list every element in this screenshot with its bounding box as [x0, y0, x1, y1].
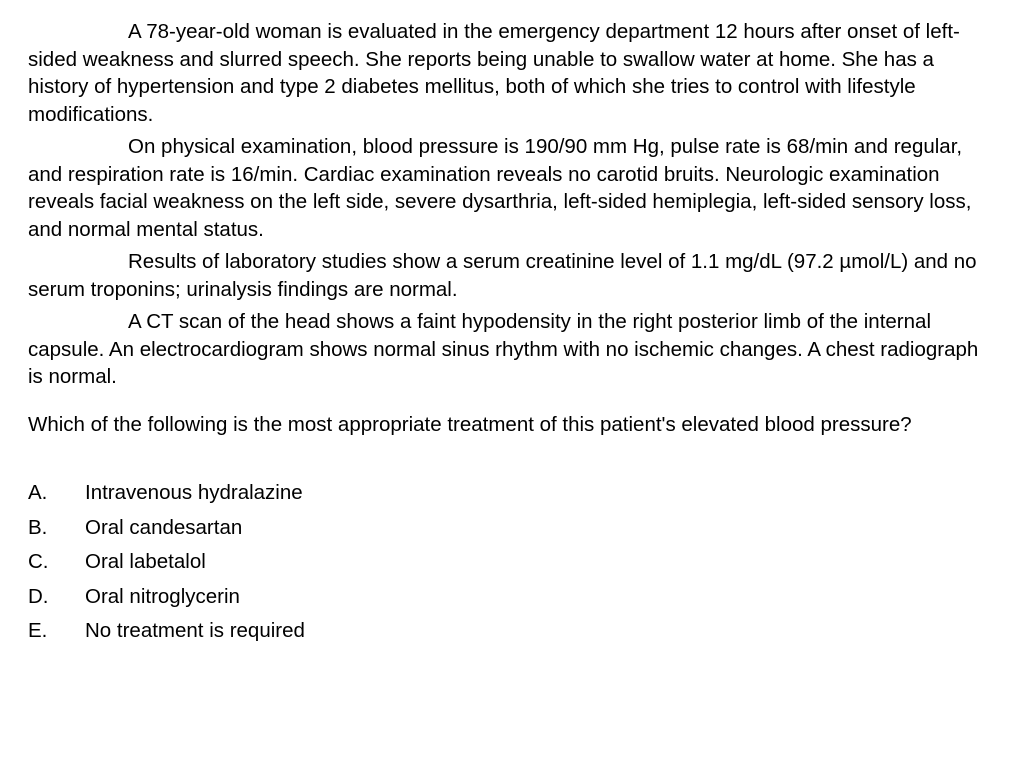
- question-stem: Which of the following is the most appropriate treatment of this patient's elevated blood pressure?: [28, 412, 912, 436]
- option-letter: A.: [28, 481, 48, 504]
- answer-option-d[interactable]: [28, 580, 996, 615]
- option-text: No treatment is required: [85, 619, 305, 642]
- answer-option-a[interactable]: [28, 476, 996, 511]
- option-letter: E.: [28, 619, 48, 642]
- answer-option-c[interactable]: [28, 545, 996, 580]
- option-letter: D.: [28, 584, 49, 608]
- option-letter: B.: [28, 515, 48, 539]
- option-text: Oral candesartan: [85, 515, 243, 539]
- option-text: Oral labetalol: [85, 550, 206, 573]
- lab-results-paragraph: Results of laboratory studies show a serum creatinine level of 1.1 mg/dL (97.2 µmol/L) and no serum troponins; urinalysis findings are normal.: [28, 250, 977, 301]
- answer-option-b[interactable]: [28, 511, 996, 546]
- answer-option-e[interactable]: [28, 614, 996, 649]
- answer-options: [28, 476, 996, 649]
- physical-exam-paragraph: On physical examination, blood pressure is 190/90 mm Hg, pulse rate is 68/min and regular, and respiration rate is 16/min. Cardiac examination reveals no carotid bruits. Neurologic examination reveals facial weakness on the left side, severe dysarthria, left-sided hemiplegia, left-sided sensory loss, and normal mental status.: [28, 135, 972, 241]
- case-description: [28, 18, 996, 391]
- option-text: Oral nitroglycerin: [85, 584, 240, 608]
- slide-content: [28, 18, 996, 649]
- imaging-paragraph: A CT scan of the head shows a faint hypodensity in the right posterior limb of the internal capsule. An electrocardiogram shows normal sinus rhythm with no ischemic changes. A chest radiograph is normal.: [28, 310, 979, 388]
- option-letter: C.: [28, 550, 49, 573]
- option-text: Intravenous hydralazine: [85, 481, 303, 504]
- case-presentation-paragraph: A 78-year-old woman is evaluated in the emergency department 12 hours after onset of left-sided weakness and slurred speech. She reports being unable to swallow water at home. She has a history of hypertension and type 2 diabetes mellitus, both of which she tries to control with lifestyle modifications.: [28, 20, 960, 126]
